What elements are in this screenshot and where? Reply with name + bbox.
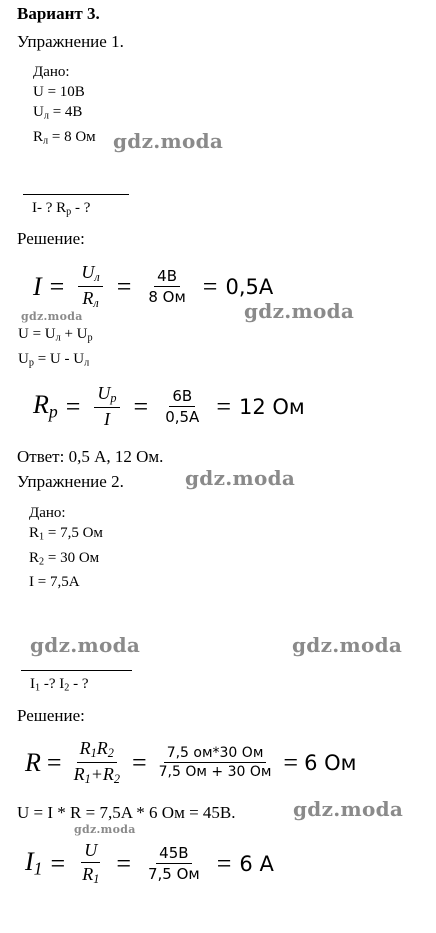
fraction: $\frac{U}{R_1}$ xyxy=(82,840,100,887)
solution-label: Решение: xyxy=(17,706,85,725)
watermark: gdz.moda xyxy=(30,633,141,657)
given-line: U = 10B xyxy=(33,84,85,100)
formula-lhs: R xyxy=(25,747,41,777)
solution-label: Решение: xyxy=(17,229,85,248)
fraction: $\frac{R_1R_2}{R_1+R_2}$ xyxy=(73,738,120,787)
watermark: gdz.moda xyxy=(74,823,136,836)
given-line: I = 7,5A xyxy=(29,574,80,591)
formula-total-resistance: R = $\frac{R_1R_2}{R_1+R_2}$ = $\frac{7,5 ом*30 Ом}{7,5 Ом + 30 Ом}$ = 6 Ом xyxy=(25,738,357,787)
formula-current-1: $I_1$ = $\frac{U}{R_1}$ = $\frac{45B}{7,5 Ом}$ = 6 A xyxy=(25,840,274,887)
find-line: I- ? $R_p$ - ? xyxy=(32,200,91,218)
given-label: Дано: xyxy=(29,505,66,521)
fraction: $\frac{4B}{8 Ом}$ xyxy=(148,267,186,307)
equation-line: $U = U_л + U_р$ xyxy=(18,326,93,344)
exercise-1-heading: Упражнение 1. xyxy=(17,32,124,51)
watermark: gdz.moda xyxy=(185,466,296,490)
given-divider xyxy=(23,194,129,195)
fraction: $\frac{U_p}{I}$ xyxy=(94,383,119,430)
formula-result: 12 Ом xyxy=(239,394,305,419)
formula-lhs: $R_p$ xyxy=(33,390,58,422)
given-line: $R_1 = 7,5$ Ом xyxy=(29,525,103,543)
given-block-1 xyxy=(33,62,96,151)
formula-current: I = $\frac{U_л}{R_л}$ = $\frac{4B}{8 Ом}$ = 0,5A xyxy=(33,262,274,311)
equation-line: $U_р = U - U_л$ xyxy=(18,350,90,369)
exercise-2-heading: Упражнение 2. xyxy=(17,472,124,491)
watermark: gdz.moda xyxy=(244,299,355,323)
formula-result: 6 A xyxy=(239,851,274,876)
formula-lhs: I xyxy=(33,271,42,301)
fraction: $\frac{45B}{7,5 Ом}$ xyxy=(147,844,200,884)
find-line: $I_1$ -? $I_2$ - ? xyxy=(30,676,89,694)
fraction: $\frac{6B}{0,5A}$ xyxy=(165,387,200,427)
given-block-2 xyxy=(29,503,103,592)
given-line: $R_2 = 30$ Ом xyxy=(29,549,100,568)
given-label: Дано: xyxy=(33,64,70,80)
given-divider xyxy=(21,670,132,671)
watermark: gdz.moda xyxy=(292,633,403,657)
equation-line: U = I * R = 7,5A * 6 Ом = 45B. xyxy=(17,803,236,822)
fraction: $\frac{7,5 ом*30 Ом}{7,5 Ом + 30 Ом}$ xyxy=(158,745,272,781)
equation-lines xyxy=(18,324,93,373)
formula-result: 6 Ом xyxy=(304,750,357,775)
given-line: $U_л = 4B$ xyxy=(33,104,83,122)
watermark: gdz.moda xyxy=(21,310,83,323)
formula-result: 0,5A xyxy=(225,274,274,299)
watermark: gdz.moda xyxy=(293,797,404,821)
answer-line: Ответ: 0,5 А, 12 Ом. xyxy=(17,447,164,466)
page-title: Вариант 3. xyxy=(17,4,100,23)
formula-lhs: $I_1$ xyxy=(25,847,43,879)
given-line: $R_л = 8$ Ом xyxy=(33,128,96,147)
fraction: $\frac{U_л}{R_л}$ xyxy=(78,262,102,311)
formula-resistance: $R_p$ = $\frac{U_p}{I}$ = $\frac{6B}{0,5A}$ = 12 Ом xyxy=(33,383,305,430)
watermark: gdz.moda xyxy=(113,129,224,153)
